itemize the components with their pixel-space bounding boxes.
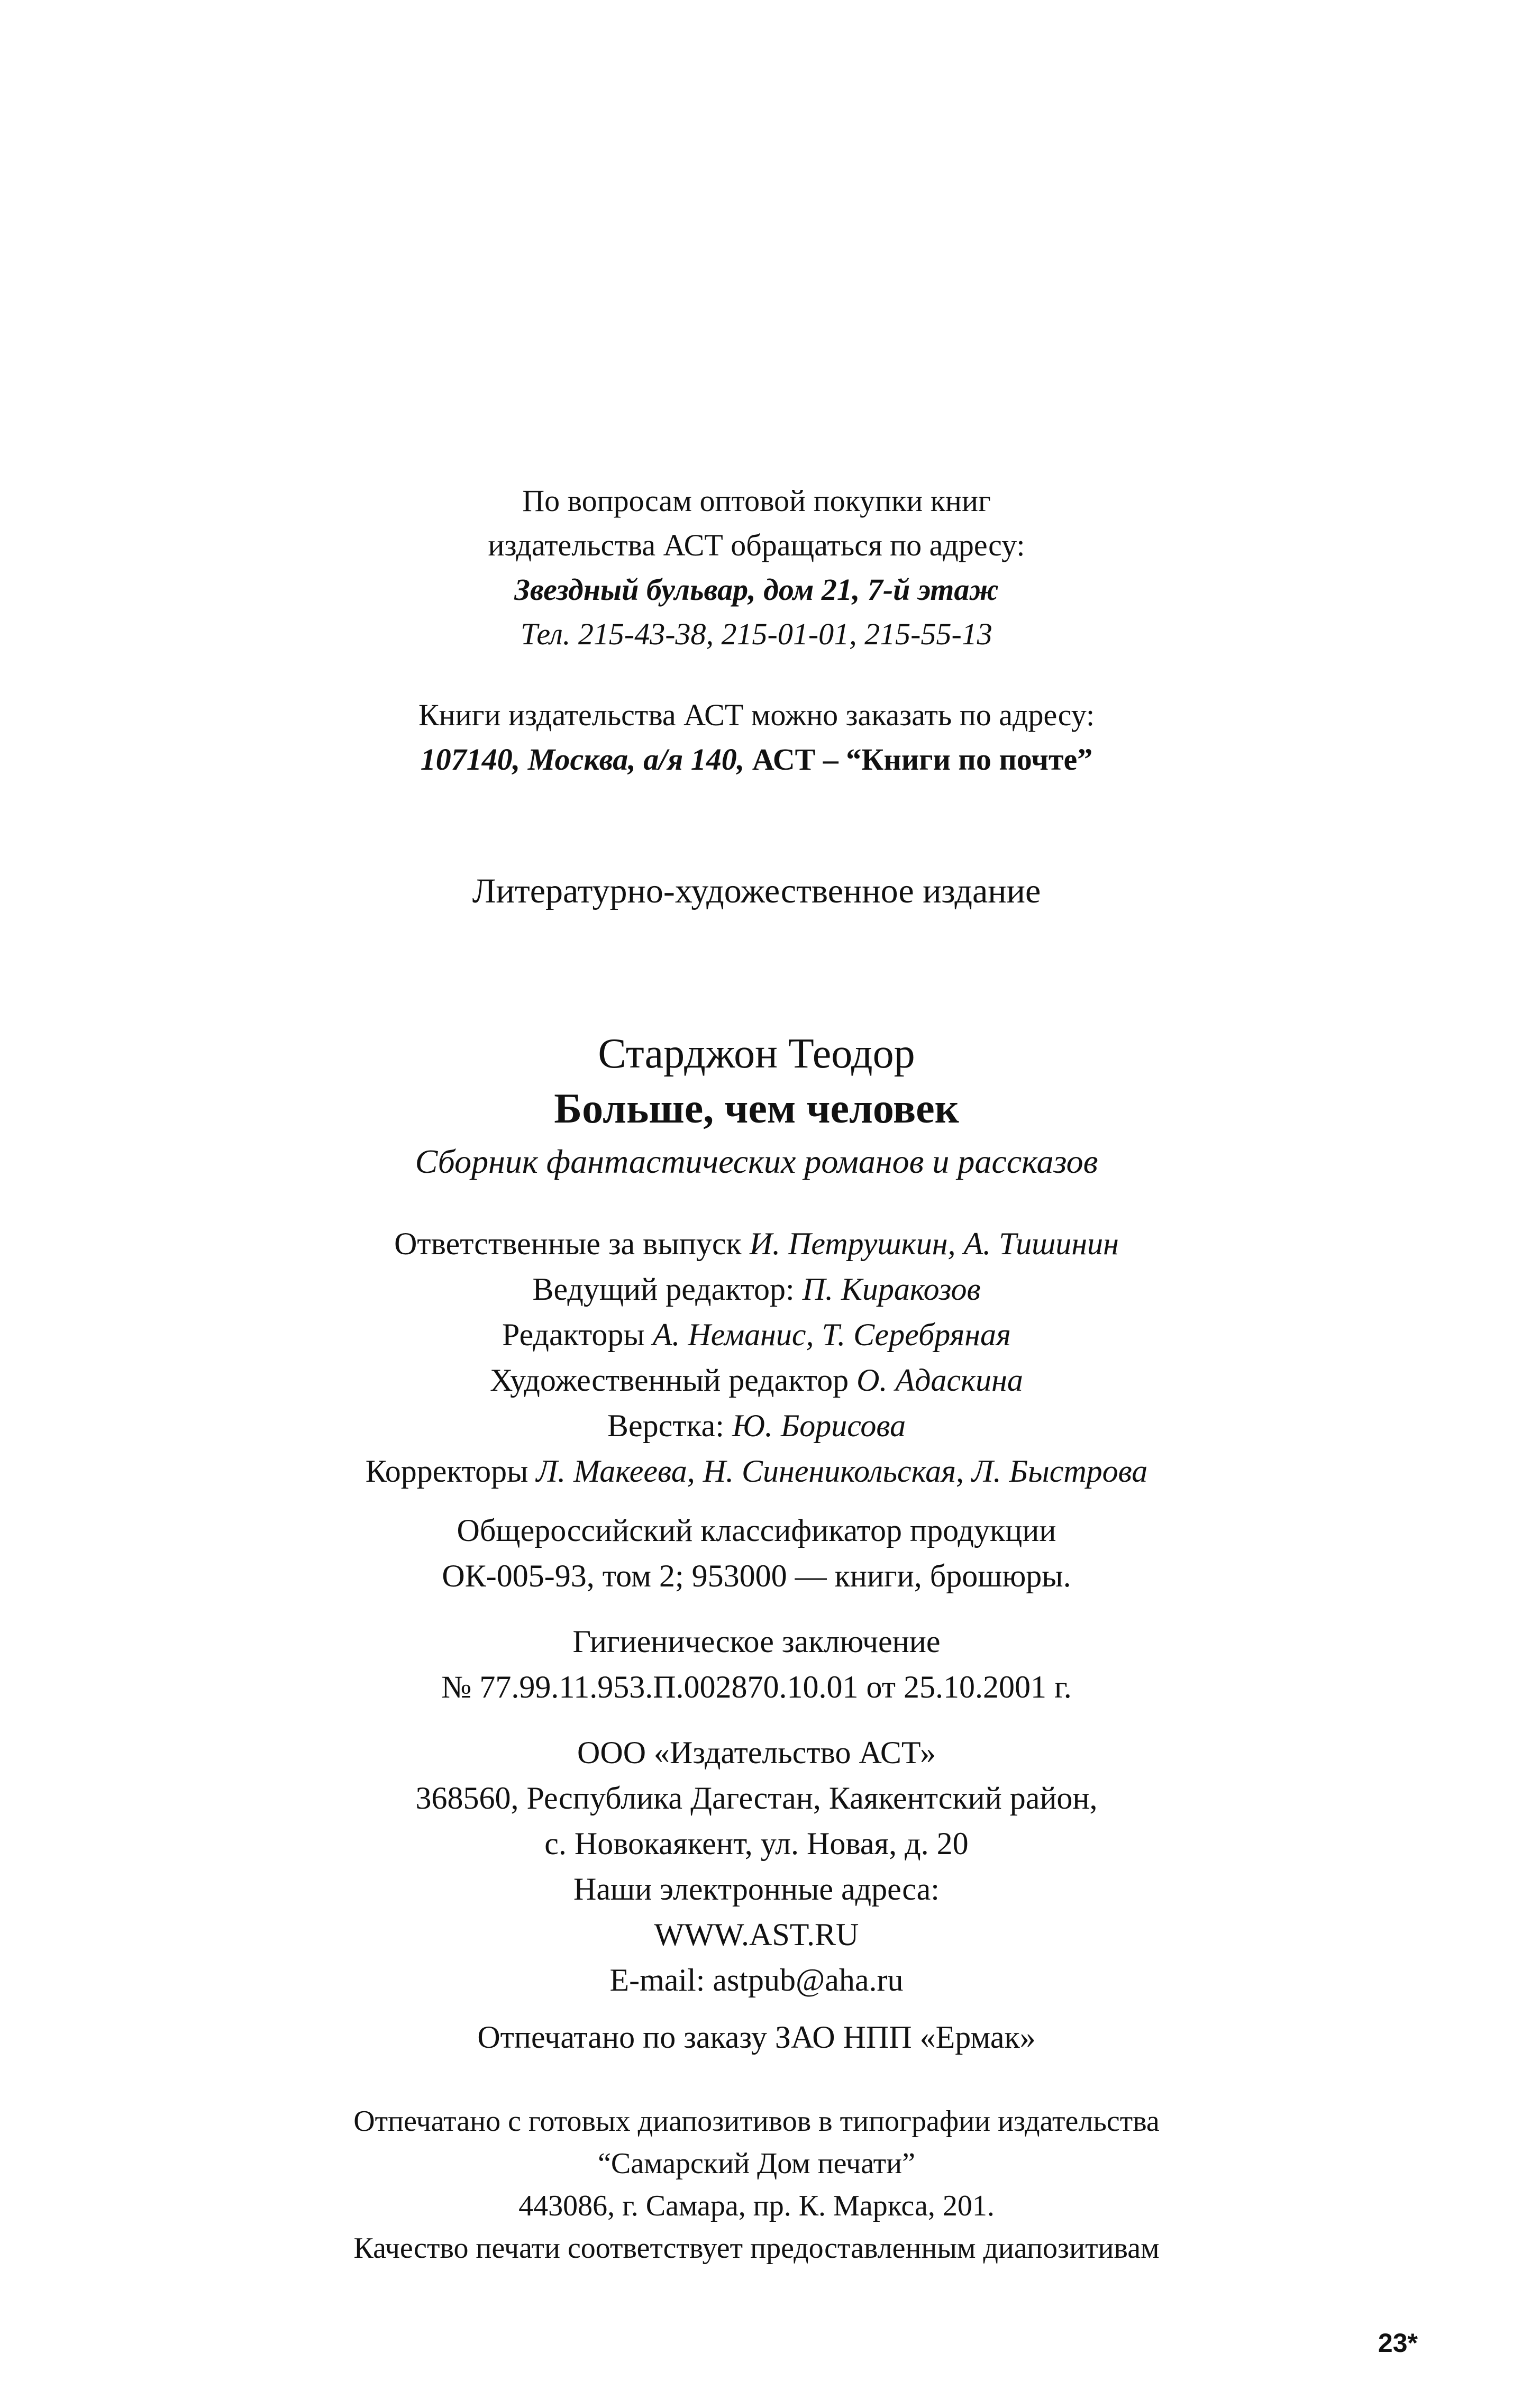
credit-names: О. Адаскина	[856, 1363, 1023, 1398]
credit-line	[0, 1403, 1513, 1448]
classifier-line-1: Общероссийский классификатор продукции	[457, 1513, 1056, 1548]
printed-by-order-text: Отпечатано по заказу ЗАО НПП «Ермак»	[477, 2020, 1036, 2055]
credit-role: Ответственные за выпуск	[394, 1226, 750, 1261]
hygiene-line-2: № 77.99.11.953.П.002870.10.01 от 25.10.2001 г.	[441, 1670, 1072, 1704]
credit-names: А. Неманис, Т. Серебряная	[652, 1317, 1011, 1352]
book-subtitle: Сборник фантастических романов и рассказов	[415, 1143, 1098, 1180]
mail-order-line-1: Книги издательства АСТ можно заказать по адресу:	[418, 698, 1095, 732]
publisher-email: E-mail: astpub@aha.ru	[609, 1963, 904, 1997]
credit-role: Ведущий редактор:	[532, 1272, 803, 1307]
publisher-info	[0, 1730, 1513, 2003]
classifier-line-2: ОК-005-93, том 2; 953000 — книги, брошюры.	[442, 1558, 1071, 1593]
credit-names: И. Петрушкин, А. Тишинин	[749, 1226, 1119, 1261]
credit-line	[0, 1357, 1513, 1403]
mail-order-address	[0, 737, 1513, 782]
publisher-emails-label: Наши электронные адреса:	[573, 1872, 940, 1907]
wholesale-info	[0, 479, 1513, 656]
book-title: Больше, чем человек	[554, 1086, 959, 1132]
credit-role: Художественный редактор	[490, 1363, 857, 1398]
credit-role: Редакторы	[502, 1317, 653, 1352]
hygiene-line-1: Гигиеническое заключение	[572, 1624, 941, 1659]
page-number: 23*	[1378, 2328, 1418, 2358]
publisher-website: WWW.AST.RU	[654, 1917, 859, 1952]
printing-house-info	[0, 2100, 1513, 2269]
hygiene-info	[0, 1619, 1513, 1710]
printing-house-line-4: Качество печати соответствует предоставленным диапозитивам	[353, 2232, 1160, 2265]
edition-type-text: Литературно-художественное издание	[472, 872, 1041, 910]
book-heading	[0, 1026, 1513, 1187]
edition-type	[0, 868, 1513, 915]
credit-role: Корректоры	[365, 1454, 536, 1489]
wholesale-address: Звездный бульвар, дом 21, 7-й этаж	[514, 572, 999, 607]
credit-names: Ю. Борисова	[732, 1408, 906, 1443]
credits	[0, 1221, 1513, 1494]
credit-names: П. Киракозов	[802, 1272, 981, 1307]
credit-names: Л. Макеева, Н. Синеникольская, Л. Быстрова	[536, 1454, 1148, 1489]
book-author: Старджон Теодор	[598, 1030, 915, 1077]
mail-order-address-rest: АСТ – “Книги по почте”	[744, 742, 1093, 777]
printed-by-order	[0, 2014, 1513, 2060]
printing-house-line-3: 443086, г. Самара, пр. К. Маркса, 201.	[518, 2190, 995, 2222]
credit-line	[0, 1221, 1513, 1266]
wholesale-line-1: По вопросам оптовой покупки книг	[522, 484, 991, 518]
wholesale-phones: Тел. 215-43-38, 215-01-01, 215-55-13	[521, 617, 992, 651]
printing-house-line-2: “Самарский Дом печати”	[598, 2147, 915, 2180]
publisher-address-1: 368560, Республика Дагестан, Каякентский район,	[415, 1781, 1098, 1816]
credit-line	[0, 1266, 1513, 1312]
publisher-name: ООО «Издательство АСТ»	[577, 1735, 936, 1770]
mail-order-address-box: 107140, Москва, а/я 140,	[420, 742, 745, 777]
credit-line	[0, 1448, 1513, 1494]
wholesale-line-2: издательства АСТ обращаться по адресу:	[488, 528, 1025, 562]
mail-order-info	[0, 693, 1513, 782]
printing-house-line-1: Отпечатано с готовых диапозитивов в типографии издательства	[353, 2105, 1160, 2138]
credit-role: Верстка:	[607, 1408, 732, 1443]
credit-line	[0, 1312, 1513, 1357]
publisher-address-2: с. Новокаякент, ул. Новая, д. 20	[544, 1826, 969, 1861]
classifier-info	[0, 1508, 1513, 1599]
